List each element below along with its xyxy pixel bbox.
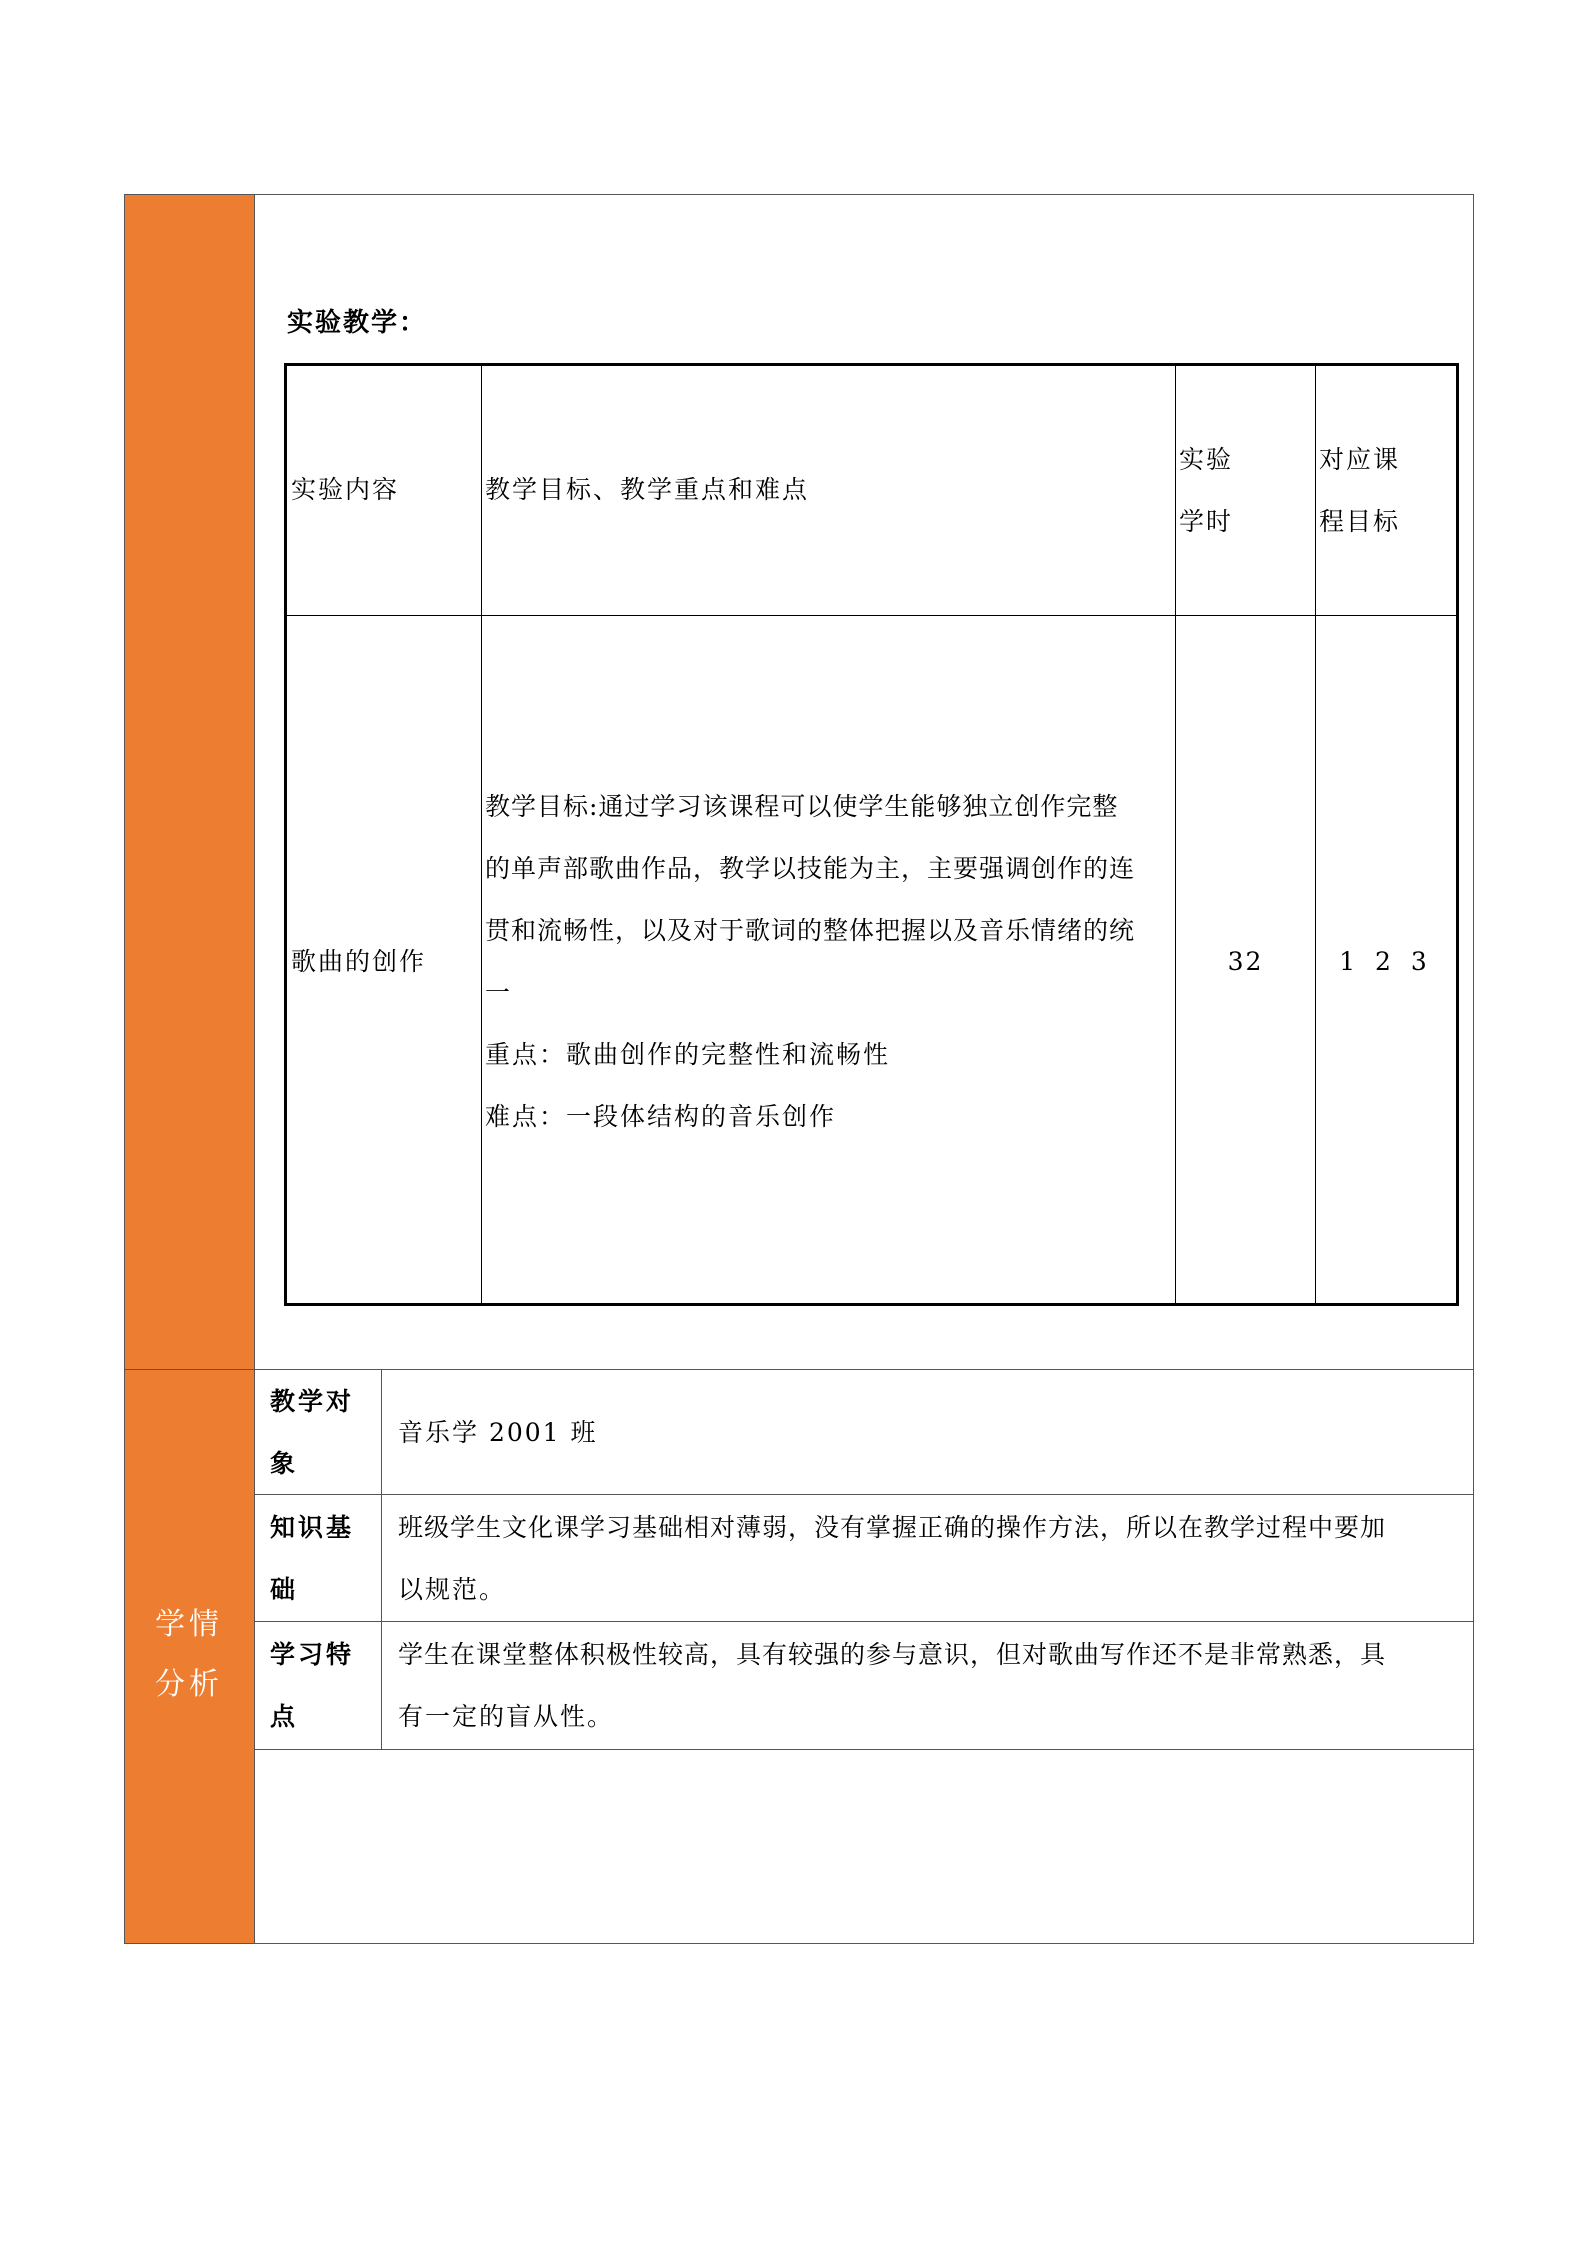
goal-line-1: 教学目标:通过学习该课程可以使学生能够独立创作完整	[485, 792, 1119, 821]
goal-line-3: 贯和流畅性，以及对于歌词的整体把握以及音乐情绪的统	[485, 916, 1136, 945]
teaching-object-label-line2: 象	[270, 1449, 299, 1478]
analysis-side-label-line1: 学情	[155, 1607, 223, 1642]
side-column-divider	[254, 194, 255, 1944]
learning-traits-text-line2: 有一定的盲从性。	[398, 1702, 615, 1731]
experiment-table	[284, 363, 1459, 1306]
row-content: 歌曲的创作	[291, 947, 427, 976]
knowledge-base-label-line2: 础	[270, 1575, 299, 1604]
header-target-line2: 程目标	[1319, 507, 1401, 536]
row-hours: 32	[1227, 947, 1264, 976]
learning-traits-label-line1: 学习特	[270, 1640, 355, 1669]
goal-line-2: 的单声部歌曲作品，教学以技能为主，主要强调创作的连	[485, 854, 1136, 883]
knowledge-base-text-line1: 班级学生文化课学习基础相对薄弱，没有掌握正确的操作方法，所以在教学过程中要加	[398, 1513, 1387, 1542]
analysis-row-divider-2	[254, 1621, 1474, 1622]
header-target-line1: 对应课	[1319, 445, 1401, 474]
row-targets: 1 2 3	[1339, 947, 1433, 976]
teaching-object-label-line1: 教学对	[270, 1387, 355, 1416]
analysis-side-label-line2: 分析	[155, 1667, 223, 1702]
analysis-row-divider-3	[254, 1749, 1474, 1750]
analysis-row-divider-1	[254, 1494, 1474, 1495]
learning-traits-label-line2: 点	[270, 1702, 299, 1731]
knowledge-base-text-line2: 以规范。	[398, 1575, 507, 1604]
header-goals: 教学目标、教学重点和难点	[485, 475, 810, 504]
header-content: 实验内容	[291, 475, 400, 504]
key-point: 重点：歌曲创作的完整性和流畅性	[485, 1040, 891, 1069]
learning-traits-text-line1: 学生在课堂整体积极性较高，具有较强的参与意识，但对歌曲写作还不是非常熟悉，具	[398, 1640, 1387, 1669]
knowledge-base-label-line1: 知识基	[270, 1513, 355, 1542]
header-hours-line1: 实验	[1179, 445, 1234, 474]
header-hours-line2: 学时	[1179, 507, 1234, 536]
difficulty: 难点：一段体结构的音乐创作	[485, 1102, 837, 1131]
experiment-section-title: 实验教学：	[287, 308, 428, 338]
analysis-label-divider	[381, 1369, 382, 1749]
teaching-object-text: 音乐学 2001 班	[398, 1418, 598, 1447]
goal-line-4: 一	[485, 978, 513, 1007]
